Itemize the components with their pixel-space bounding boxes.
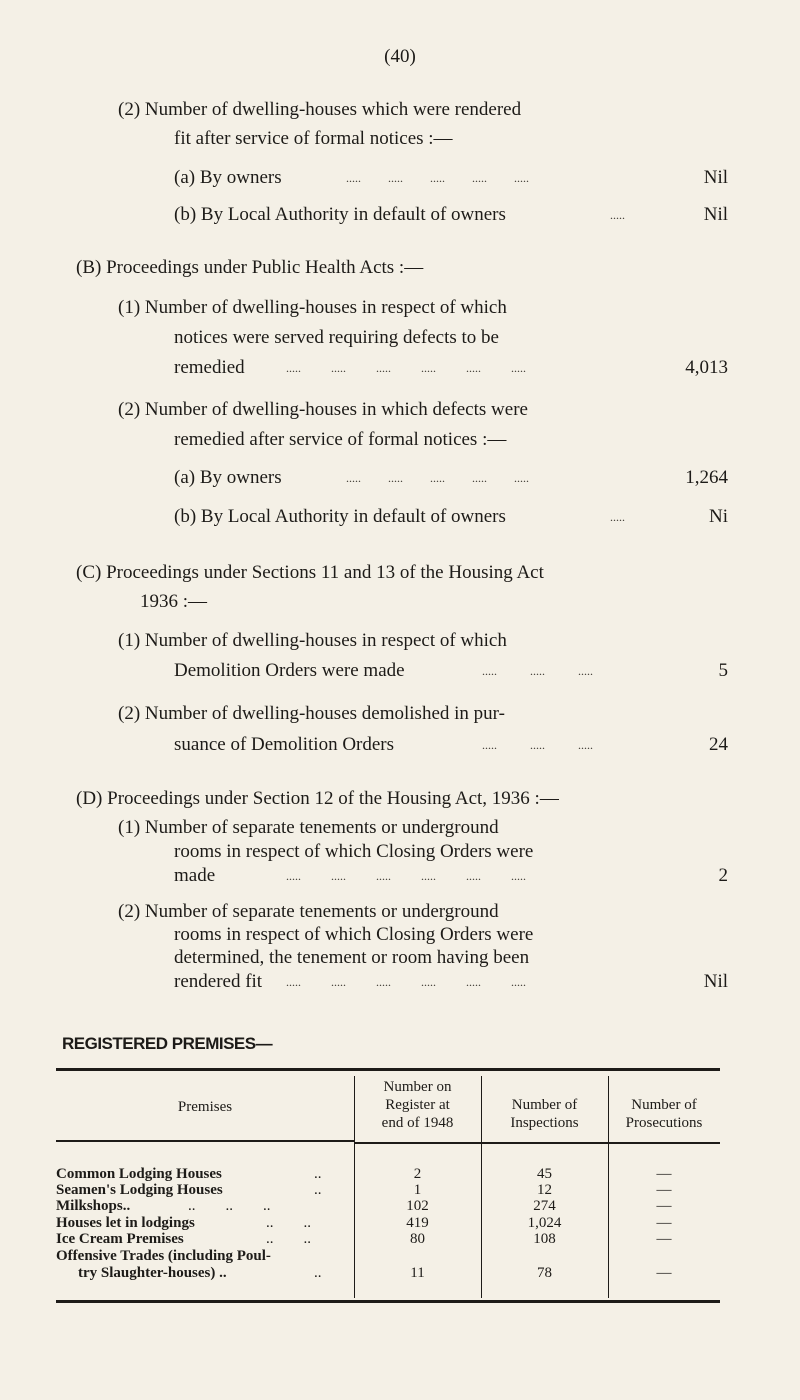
premises-name: Offensive Trades (including Poul- — [56, 1248, 271, 1264]
d1-line1: (1) Number of separate tenements or underground — [118, 817, 499, 838]
header-premises: Premises — [177, 1099, 233, 1115]
prosecutions-cell: — — [656, 1166, 672, 1182]
register-cell: 2 — [413, 1166, 422, 1182]
table-row — [56, 1231, 720, 1248]
c2-line2: suance of Demolition Orders — [174, 734, 395, 755]
prosecutions-cell: — — [656, 1198, 672, 1214]
register-cell: 419 — [406, 1215, 429, 1231]
dot-leader: ..... ..... ..... ..... ..... ..... — [286, 975, 526, 989]
a2-by-authority-value: Nil — [703, 204, 728, 225]
register-cell: 1 — [413, 1182, 422, 1198]
dot-leader: .. — [314, 1182, 322, 1198]
section-d-heading: (D) Proceedings under Section 12 of the Housing Act, 1936 :— — [76, 788, 559, 809]
table-row — [56, 1248, 720, 1265]
d1-line2: rooms in respect of which Closing Orders were — [174, 841, 534, 862]
register-cell: 80 — [410, 1231, 425, 1247]
d2-line1: (2) Number of separate tenements or underground — [118, 901, 499, 922]
table-row — [56, 1198, 720, 1215]
d2-line3: determined, the tenement or room having been — [174, 947, 530, 968]
premises-name: Seamen's Lodging Houses — [56, 1182, 223, 1198]
premises-name: Milkshops.. — [56, 1198, 131, 1214]
d1-value: 2 — [718, 865, 728, 886]
prosecutions-cell: — — [656, 1182, 672, 1198]
registered-premises-table — [56, 1068, 720, 1308]
dot-leader: ..... ..... ..... ..... ..... ..... — [286, 869, 526, 883]
dot-leader: .. .. .. — [188, 1198, 271, 1214]
table-bottom-rule — [56, 1300, 720, 1303]
b2-by-authority-label: (b) By Local Authority in default of owners — [174, 506, 506, 527]
d2-line4: rendered fit — [174, 971, 263, 992]
a2-by-authority-label: (b) By Local Authority in default of owners — [174, 204, 506, 225]
c1-line1: (1) Number of dwelling-houses in respect of which — [118, 630, 507, 651]
a2-by-owners-value: Nil — [703, 167, 728, 188]
dot-leader: ..... — [610, 510, 625, 524]
section-b-heading: (B) Proceedings under Public Health Acts :— — [76, 257, 424, 278]
d2-value: Nil — [703, 971, 728, 992]
table-row — [56, 1215, 720, 1232]
b1-line1: (1) Number of dwelling-houses in respect of which — [118, 297, 507, 318]
page-number: (40) — [384, 46, 416, 67]
a2-by-owners-label: (a) By owners — [174, 167, 282, 188]
header-underline — [354, 1142, 481, 1144]
header-register-line2: Register at — [385, 1097, 450, 1113]
dot-leader: ..... ..... ..... ..... ..... — [346, 171, 529, 185]
table-row — [56, 1265, 720, 1282]
register-cell: 102 — [406, 1198, 429, 1214]
d1-line3: made — [174, 865, 216, 886]
table-top-rule — [56, 1068, 720, 1071]
b2-by-owners-label: (a) By owners — [174, 467, 282, 488]
inspections-cell: 274 — [533, 1198, 556, 1214]
prosecutions-cell: — — [656, 1265, 672, 1281]
register-cell: 11 — [410, 1265, 425, 1281]
registered-premises-heading: REGISTERED PREMISES— — [62, 1034, 273, 1053]
header-underline — [608, 1142, 720, 1144]
dot-leader: .. .. — [266, 1215, 311, 1231]
prosecutions-cell: — — [656, 1215, 672, 1231]
inspections-cell: 108 — [533, 1231, 556, 1247]
inspections-cell: 45 — [537, 1166, 552, 1182]
b2-line2: remedied after service of formal notices :— — [174, 429, 507, 450]
section-c-heading-line2: 1936 :— — [140, 591, 208, 612]
table-row — [56, 1166, 720, 1183]
c2-value: 24 — [709, 734, 728, 755]
premises-name: Ice Cream Premises — [56, 1231, 184, 1247]
prosecutions-cell: — — [656, 1231, 672, 1247]
header-underline — [481, 1142, 608, 1144]
a2-title-line1: (2) Number of dwelling-houses which were rendered — [118, 99, 522, 120]
b2-by-authority-value: Ni — [709, 506, 728, 527]
header-prosecutions-line1: Number of — [631, 1097, 697, 1113]
header-inspections-line2: Inspections — [510, 1115, 579, 1131]
c1-line2: Demolition Orders were made — [174, 660, 405, 681]
b1-line2: notices were served requiring defects to be — [174, 327, 499, 348]
dot-leader: ..... ..... ..... ..... ..... ..... — [286, 361, 526, 375]
b2-by-owners-value: 1,264 — [685, 467, 728, 488]
dot-leader: ..... ..... ..... — [482, 664, 593, 678]
b1-value: 4,013 — [685, 357, 728, 378]
header-register-line1: Number on — [383, 1079, 452, 1095]
header-register-line3: end of 1948 — [381, 1115, 454, 1131]
dot-leader: .. — [314, 1265, 322, 1281]
a2-title-line2: fit after service of formal notices :— — [174, 128, 453, 149]
table-row — [56, 1182, 720, 1199]
c2-line1: (2) Number of dwelling-houses demolished in pur- — [118, 703, 505, 724]
header-inspections-line1: Number of — [511, 1097, 578, 1113]
premises-name: Common Lodging Houses — [56, 1166, 222, 1182]
dot-leader: .. .. — [266, 1231, 311, 1247]
b1-line3: remedied — [174, 357, 245, 378]
b2-line1: (2) Number of dwelling-houses in which defects were — [118, 399, 528, 420]
dot-leader: ..... ..... ..... — [482, 738, 593, 752]
section-c-heading-line1: (C) Proceedings under Sections 11 and 13 of the Housing Act — [76, 562, 544, 583]
premises-name: try Slaughter-houses) .. — [78, 1265, 227, 1281]
c1-value: 5 — [718, 660, 728, 681]
header-prosecutions-line2: Prosecutions — [625, 1115, 703, 1131]
inspections-cell: 1,024 — [527, 1215, 562, 1231]
dot-leader: .. — [314, 1166, 322, 1182]
premises-name: Houses let in lodgings — [56, 1215, 195, 1231]
inspections-cell: 12 — [537, 1182, 552, 1198]
dot-leader: ..... — [610, 208, 625, 222]
inspections-cell: 78 — [537, 1265, 552, 1281]
dot-leader: ..... ..... ..... ..... ..... — [346, 471, 529, 485]
d2-line2: rooms in respect of which Closing Orders were — [174, 924, 534, 945]
header-underline — [56, 1140, 354, 1142]
